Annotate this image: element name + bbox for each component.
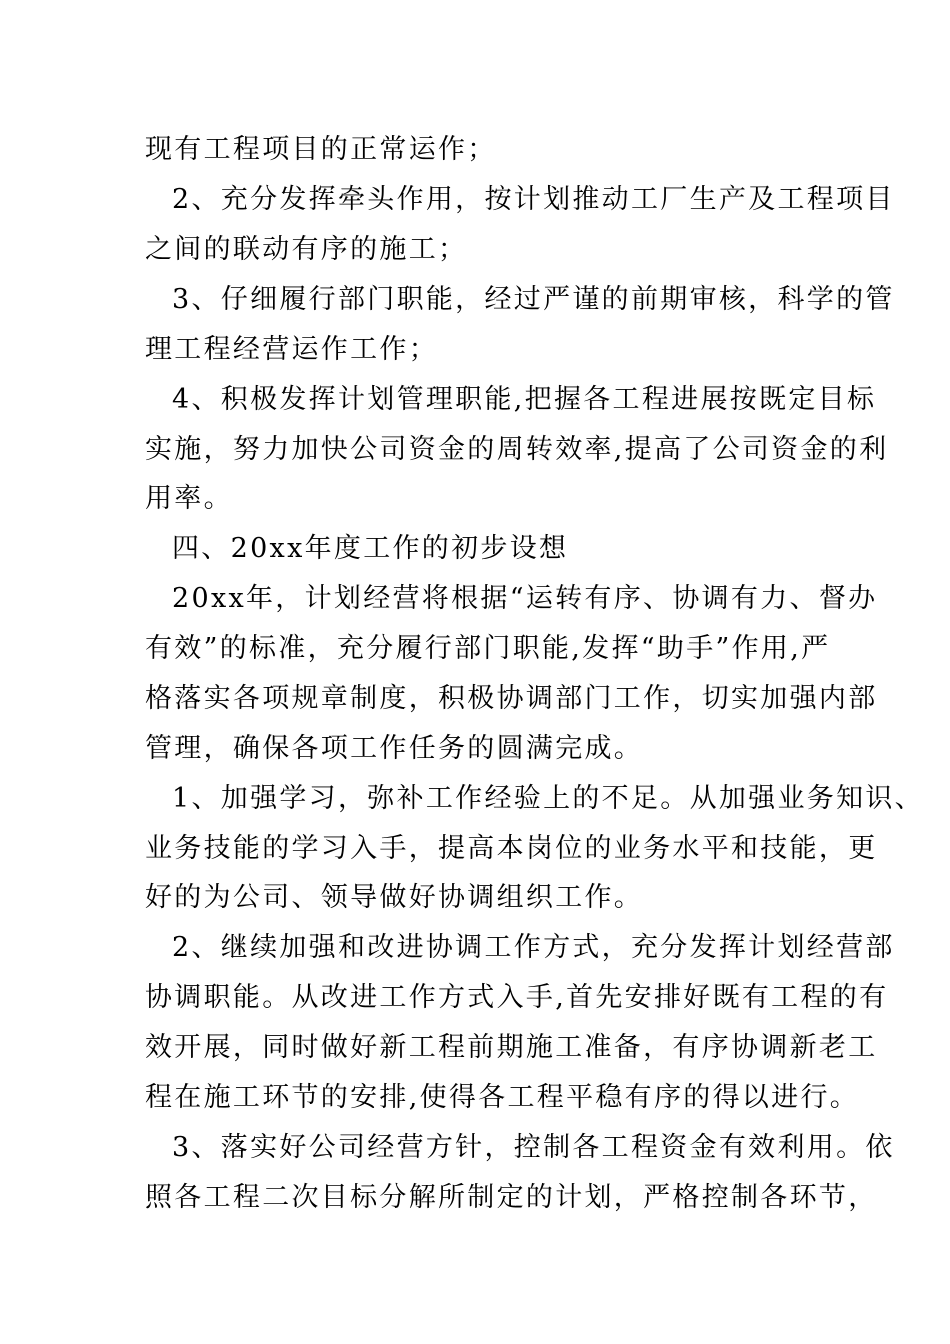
text-line: 程在施工环节的安排,使得各工程平稳有序的得以进行。	[145, 1082, 860, 1113]
text-line: 现有工程项目的正常运作；	[145, 134, 497, 165]
text-line: 协调职能。从改进工作方式入手,首先安排好既有工程的有	[145, 982, 889, 1013]
text-line: 实施，努力加快公司资金的周转效率,提高了公司资金的利	[145, 434, 889, 465]
text-line: 20xx年，计划经营将根据“运转有序、协调有力、督办	[172, 583, 878, 614]
text-line: 管理，确保各项工作任务的圆满完成。	[145, 733, 644, 764]
text-line: 用率。	[145, 483, 233, 514]
text-line: 之间的联动有序的施工；	[145, 234, 468, 265]
text-line: 3、仔细履行部门职能，经过严谨的前期审核，科学的管	[172, 284, 895, 315]
text-line: 4、积极发挥计划管理职能,把握各工程进展按既定目标	[172, 384, 877, 415]
text-line: 有效”的标准，充分履行部门职能,发挥“助手”作用,严	[145, 633, 831, 664]
text-line: 照各工程二次目标分解所制定的计划，严格控制各环节，	[145, 1182, 878, 1213]
text-line: 2、充分发挥牵头作用，按计划推动工厂生产及工程项目	[172, 184, 895, 215]
text-line: 效开展，同时做好新工程前期施工准备，有序协调新老工	[145, 1032, 878, 1063]
text-line: 1、加强学习，弥补工作经验上的不足。从加强业务知识、	[172, 783, 924, 814]
text-line: 2、继续加强和改进协调工作方式，充分发挥计划经营部	[172, 932, 895, 963]
section-heading: 四、20xx年度工作的初步设想	[172, 533, 569, 564]
text-line: 3、落实好公司经营方针，控制各工程资金有效利用。依	[172, 1132, 895, 1163]
text-line: 业务技能的学习入手，提高本岗位的业务水平和技能，更	[145, 833, 878, 864]
text-line: 好的为公司、领导做好协调组织工作。	[145, 882, 644, 913]
text-line: 格落实各项规章制度，积极协调部门工作，切实加强内部	[145, 683, 878, 714]
text-line: 理工程经营运作工作；	[145, 334, 438, 365]
